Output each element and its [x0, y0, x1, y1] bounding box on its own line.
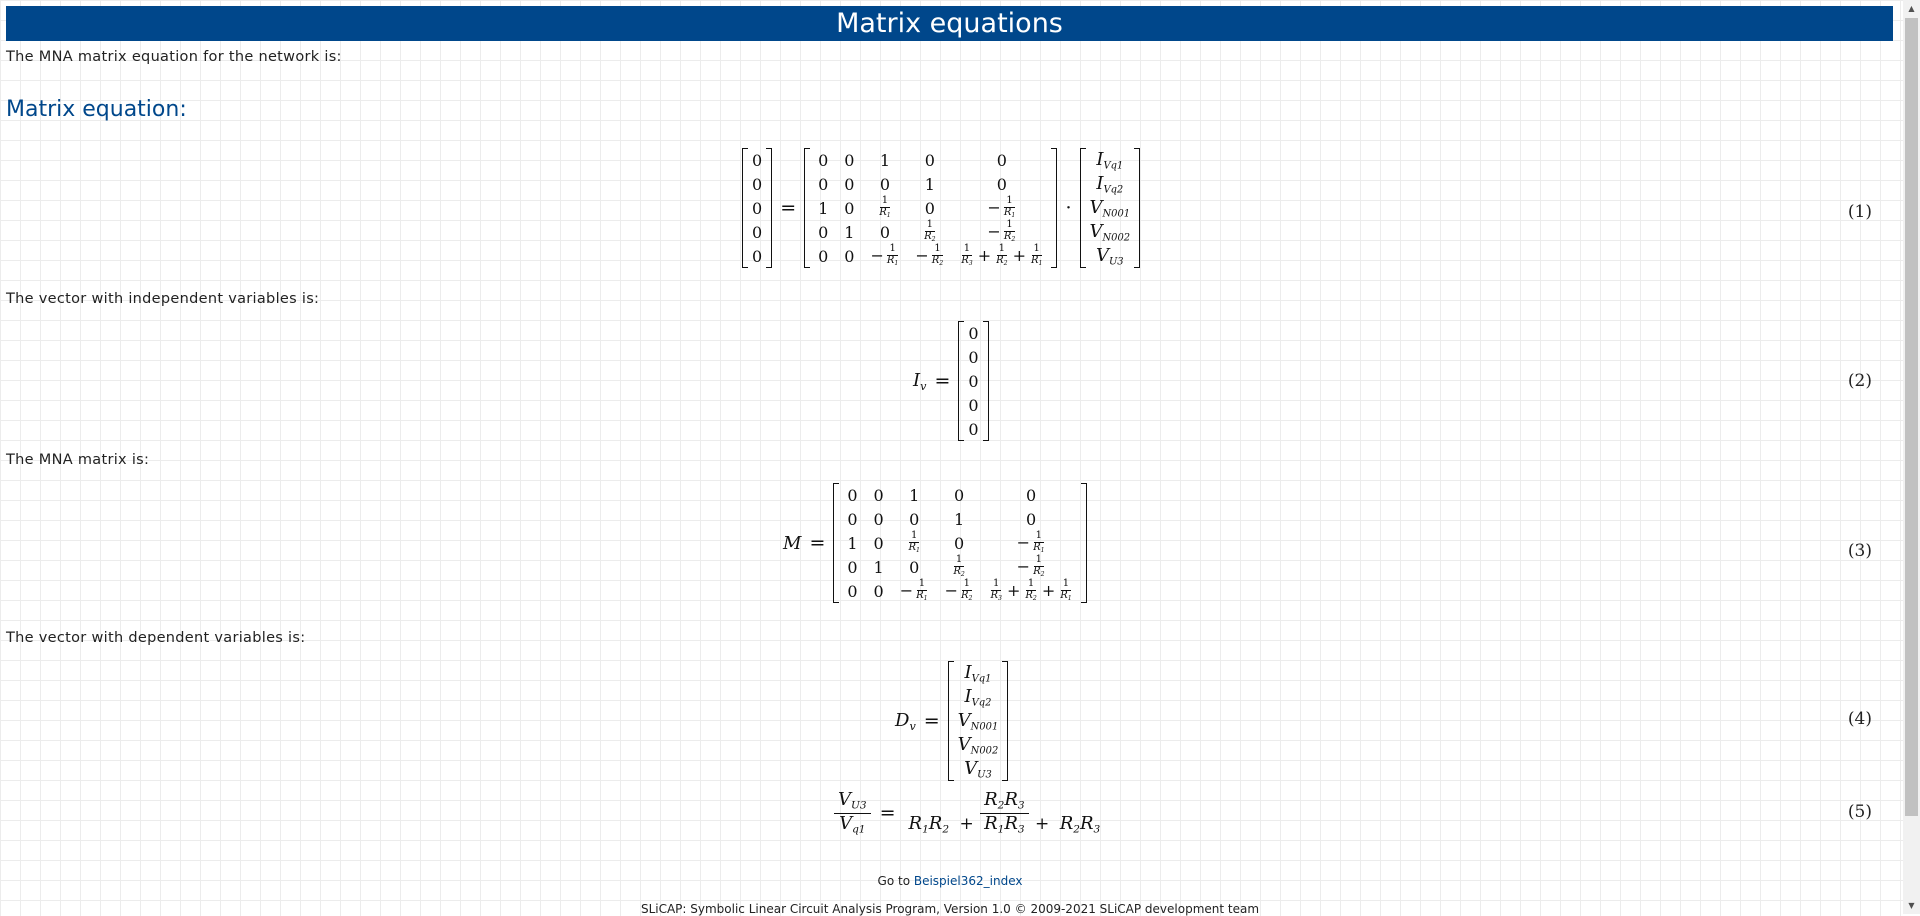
vector-cell: 0 [968, 395, 979, 415]
matrix-cell: 1 [924, 174, 935, 194]
footer-navigation [0, 874, 1900, 888]
matrix-row [839, 555, 1080, 579]
matrix-cell: − $\frac{1}{R_1}$ [981, 531, 1080, 555]
matrix-cell: $\frac{1}{R_1}$ [879, 195, 891, 220]
vector-row [954, 709, 1003, 733]
independent-vector [958, 321, 988, 441]
scroll-up-icon[interactable]: ▲ [1908, 4, 1915, 13]
section-heading: Matrix equation: [6, 97, 187, 122]
vector-row [1086, 196, 1135, 220]
vector-cell: 0 [752, 150, 763, 170]
vector-row [1086, 172, 1135, 196]
matrix-cell: 0 [924, 150, 935, 170]
vector-row [964, 417, 982, 441]
matrix-cell: − $\frac{1}{R_1}$ [952, 196, 1051, 220]
vector-cell: 0 [968, 419, 979, 439]
matrix-cell: 0 [996, 174, 1007, 194]
page-title: Matrix equations [6, 6, 1893, 41]
equals-sign: = [923, 710, 940, 732]
matrix-row [839, 579, 1080, 603]
matrix-cell: 0 [818, 222, 829, 242]
matrix-cell: 1 [847, 533, 858, 553]
matrix-cell: 0 [879, 222, 891, 242]
matrix-row [810, 148, 1051, 172]
dependent-vector-text: The vector with dependent variables is: [6, 630, 306, 646]
matrix-cell: 0 [953, 533, 965, 553]
vector-cell: 0 [968, 323, 979, 343]
vector-cell: 0 [752, 198, 763, 218]
m-symbol: M [783, 532, 802, 554]
vector-cell: $I_{Vq2}$ [1096, 172, 1124, 196]
vector-row [964, 393, 982, 417]
equation-2 [913, 321, 989, 441]
vector-cell: 0 [752, 222, 763, 242]
vector-row [748, 148, 766, 172]
matrix-cell: 1 [818, 198, 829, 218]
scroll-down-icon[interactable]: ▼ [1908, 901, 1915, 910]
matrix-cell: − $\frac{1}{R_2}$ [952, 220, 1051, 244]
matrix-cell: 0 [879, 174, 891, 194]
matrix-cell: 0 [873, 485, 884, 505]
zero-vector-table [748, 148, 766, 268]
matrix-cell: 0 [818, 174, 829, 194]
vector-cell: $V_{N001}$ [1089, 196, 1131, 220]
vector-cell: 0 [968, 371, 979, 391]
vector-row [964, 345, 982, 369]
matrix-cell: 0 [996, 150, 1007, 170]
equals-sign: = [809, 532, 826, 554]
vector-row [1086, 220, 1135, 244]
vector-cell: 0 [752, 174, 763, 194]
dependent-vector-table [1086, 148, 1135, 268]
matrix-cell: 0 [844, 174, 855, 194]
equation-number-3: (3) [1847, 541, 1872, 561]
matrix-cell: − $\frac{1}{R_2}$ [907, 244, 952, 268]
mna-matrix-table [810, 148, 1051, 268]
vector-row [748, 244, 766, 268]
matrix-cell: 0 [847, 509, 858, 529]
matrix-row [810, 220, 1051, 244]
matrix-cell: 0 [847, 581, 858, 601]
vector-cell: $V_{N001}$ [957, 709, 999, 733]
matrix-row [839, 483, 1080, 507]
vector-row [954, 757, 1003, 781]
matrix-row [810, 196, 1051, 220]
matrix-cell: 0 [873, 533, 884, 553]
vector-cell: 0 [752, 246, 763, 266]
equation-3 [783, 483, 1087, 603]
equation-5 [833, 790, 1105, 837]
equation-1 [742, 148, 1140, 268]
iv-symbol: $I_v$ [913, 369, 927, 393]
matrix-cell: 1 [879, 150, 891, 170]
matrix-cell: − $\frac{1}{R_1}$ [862, 244, 907, 268]
mna-matrix-text: The MNA matrix is: [6, 452, 150, 468]
matrix-row [839, 507, 1080, 531]
vector-row [748, 196, 766, 220]
equation-4 [895, 661, 1008, 781]
matrix-cell: 0 [1026, 485, 1037, 505]
equals-sign: = [780, 197, 797, 219]
vector-row [964, 321, 982, 345]
dependent-vector [948, 661, 1009, 781]
matrix-cell: − $\frac{1}{R_1}$ [892, 579, 937, 603]
vector-cell: $V_{U3}$ [964, 757, 992, 781]
zero-vector [742, 148, 772, 268]
scrollbar-thumb[interactable] [1905, 18, 1918, 816]
matrix-row [810, 244, 1051, 268]
vector-cell: 0 [968, 347, 979, 367]
matrix-cell: 1 [873, 557, 884, 577]
matrix-cell: $\frac{1}{R_1}$ [908, 530, 920, 555]
matrix-cell: 1 [953, 509, 965, 529]
goto-prefix: Go to [877, 874, 914, 888]
dv-symbol: $D_v$ [895, 709, 916, 733]
matrix-cell: 0 [847, 485, 858, 505]
matrix-cell: 1 [844, 222, 855, 242]
equation-number-1: (1) [1847, 202, 1872, 222]
mna-matrix-table [839, 483, 1080, 603]
matrix-cell: 0 [818, 246, 829, 266]
matrix-cell: 0 [909, 509, 920, 529]
matrix-cell: 0 [844, 150, 855, 170]
dependent-vector-eq1 [1080, 148, 1141, 268]
vertical-scrollbar[interactable] [1903, 0, 1920, 914]
vector-cell: $I_{Vq1}$ [964, 661, 992, 685]
matrix-cell: 0 [847, 557, 858, 577]
vector-row [954, 685, 1003, 709]
matrix-cell: 0 [924, 198, 935, 218]
equals-sign: = [934, 370, 951, 392]
vector-row [964, 369, 982, 393]
matrix-cell: 0 [844, 198, 855, 218]
vector-row [1086, 244, 1135, 268]
vector-cell: $V_{U3}$ [1095, 244, 1124, 268]
matrix-cell: 0 [909, 557, 920, 577]
matrix-cell: 0 [873, 509, 884, 529]
equation-number-5: (5) [1847, 802, 1872, 822]
matrix-cell: 1 [909, 485, 920, 505]
equals-sign: = [879, 802, 896, 825]
vector-row [954, 661, 1003, 685]
vector-cell: $I_{Vq1}$ [1096, 148, 1124, 172]
transfer-rhs-fraction: $\frac{R_2R_3}{R_1R_2 + R_1R_3 + R_2R_3}$ [908, 789, 1101, 836]
matrix-cell: − $\frac{1}{R_2}$ [981, 555, 1080, 579]
independent-vector-table [964, 321, 982, 441]
matrix-row [810, 172, 1051, 196]
matrix-cell: 0 [953, 485, 965, 505]
matrix-cell: $\frac{1}{R_3}$ + $\frac{1}{R_2}$ + $\frac{1}{R_1}$ [990, 578, 1072, 603]
matrix-cell: 0 [1026, 509, 1037, 529]
matrix-cell: 0 [873, 581, 884, 601]
matrix-cell: $\frac{1}{R_2}$ [924, 219, 936, 244]
transfer-lhs-fraction: $\frac{V_{U3}}{V_{q1}}$ [834, 790, 871, 837]
intro-text: The MNA matrix equation for the network is: [6, 49, 342, 65]
matrix-cell: 0 [844, 246, 855, 266]
dot-operator: · [1065, 197, 1072, 219]
independent-vector-text: The vector with independent variables is: [6, 291, 320, 307]
index-link[interactable]: Beispiel362_index [913, 874, 1023, 888]
mna-matrix-eq1 [804, 148, 1057, 268]
equation-number-2: (2) [1847, 371, 1872, 391]
vector-row [954, 733, 1003, 757]
dependent-vector-table [954, 661, 1003, 781]
vector-cell: $I_{Vq2}$ [964, 685, 992, 709]
matrix-cell: − $\frac{1}{R_2}$ [937, 579, 982, 603]
matrix-row [839, 531, 1080, 555]
footer-credit: SLiCAP: Symbolic Linear Circuit Analysis Program, Version 1.0 © 2009-2021 SLiCAP development team [640, 902, 1260, 916]
equation-number-4: (4) [1847, 709, 1872, 729]
vector-row [748, 220, 766, 244]
mna-matrix [833, 483, 1086, 603]
vector-row [748, 172, 766, 196]
vector-cell: $V_{N002}$ [957, 733, 999, 757]
matrix-cell: $\frac{1}{R_2}$ [953, 554, 965, 579]
vector-row [1086, 148, 1135, 172]
matrix-cell: 0 [818, 150, 829, 170]
vector-cell: $V_{N002}$ [1089, 220, 1131, 244]
matrix-cell: $\frac{1}{R_3}$ + $\frac{1}{R_2}$ + $\frac{1}{R_1}$ [961, 243, 1043, 268]
